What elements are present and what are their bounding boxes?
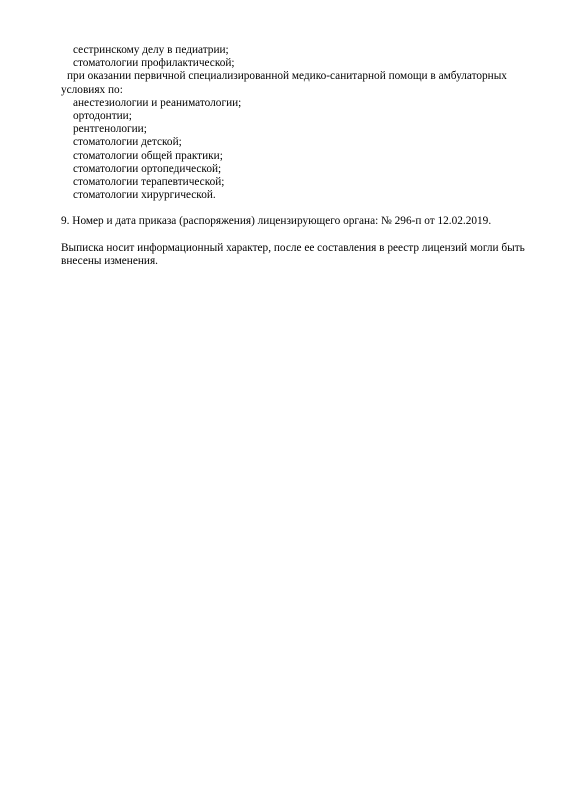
list-item: сестринскому делу в педиатрии;: [73, 44, 229, 56]
list-item: стоматологии профилактической;: [73, 57, 235, 70]
ambulatory-heading-continuation: условиях по:: [61, 83, 123, 96]
list-item: рентгенологии;: [73, 123, 147, 136]
list-item: стоматологии общей практики;: [73, 149, 223, 162]
order-info: 9. Номер и дата приказа (распоряжения) лицензирующего органа: № 296-п от 12.02.2019.: [61, 215, 492, 228]
list-item: стоматологии хирургической.: [73, 189, 216, 202]
disclaimer-line: Выписка носит информационный характер, после ее составления в реестр лицензий могли быть: [61, 241, 525, 254]
spacer: [61, 229, 531, 242]
document-content: [61, 44, 531, 268]
spacer: [61, 202, 531, 215]
list-item: стоматологии ортопедической;: [73, 162, 222, 175]
list-item: стоматологии детской;: [73, 136, 182, 149]
list-item: стоматологии терапевтической;: [73, 176, 225, 189]
list-item: ортодонтии;: [73, 110, 132, 123]
ambulatory-heading: при оказании первичной специализированной медико-санитарной помощи в амбулаторных: [67, 70, 507, 83]
disclaimer-line: внесены изменения.: [61, 254, 158, 267]
list-item: анестезиологии и реаниматологии;: [73, 96, 242, 109]
